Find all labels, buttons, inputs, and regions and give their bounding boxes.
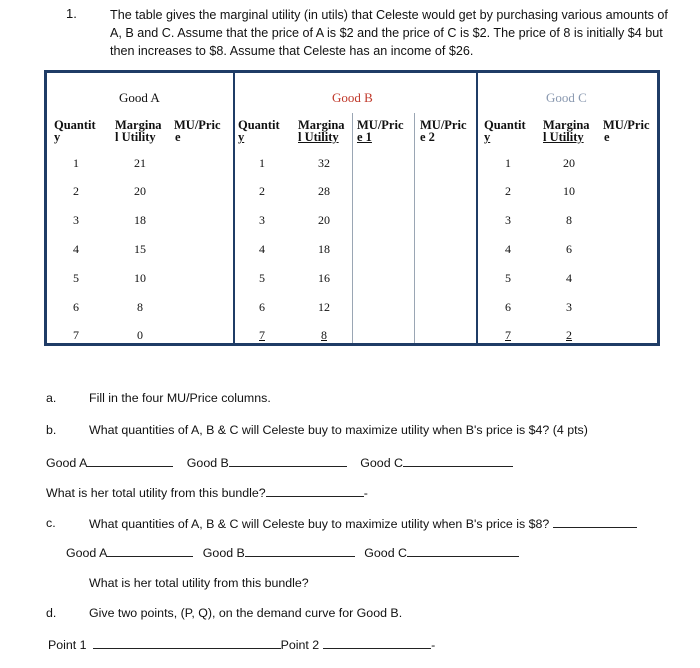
cell-qty-b: 1 bbox=[259, 156, 265, 170]
cell-qty-c: 1 bbox=[505, 156, 511, 170]
cell-mu-b: 16 bbox=[318, 271, 330, 285]
cell-mu-c: 3 bbox=[566, 300, 572, 314]
cell-qty-a: 1 bbox=[73, 156, 79, 170]
q-b-good-c-label: Good C bbox=[360, 456, 403, 470]
good-c-title: Good C bbox=[546, 90, 587, 105]
point-2-label: Point 2 bbox=[280, 638, 320, 652]
cell-mu-a: 20 bbox=[134, 184, 146, 198]
q-d-text: Give two points, (P, Q), on the demand curve for Good B. bbox=[89, 606, 403, 620]
q-c-text: What quantities of A, B & C will Celeste buy to maximize utility when B's price is $8? bbox=[89, 516, 637, 531]
intro-text bbox=[110, 6, 670, 60]
q-d-points: Point 1 Point 2 - bbox=[48, 638, 436, 652]
cell-mu-a: 8 bbox=[137, 300, 143, 314]
header-quantity-c: Quantit y bbox=[484, 118, 526, 144]
q-a-label: a. bbox=[46, 391, 57, 405]
q-b-good-a-label: Good A bbox=[46, 456, 88, 470]
cell-qty-c: 3 bbox=[505, 213, 511, 227]
q-b-good-b-label: Good B bbox=[186, 456, 229, 470]
cell-qty-c: 2 bbox=[505, 184, 511, 198]
header-mu-price-b1: MU/Pric e 1 bbox=[357, 118, 404, 144]
col-divider bbox=[352, 113, 353, 343]
q-b-total: What is her total utility from this bundle? - bbox=[46, 486, 368, 500]
cell-qty-c: 4 bbox=[505, 242, 511, 256]
q-b-total-blank[interactable] bbox=[266, 485, 364, 497]
cell-qty-c: 6 bbox=[505, 300, 511, 314]
q-c-good-b-blank[interactable] bbox=[245, 545, 355, 557]
cell-qty-b: 5 bbox=[259, 271, 265, 285]
point-1-label: Point 1 bbox=[48, 638, 87, 652]
header-marginal-utility-c: Margina l Utility bbox=[543, 118, 590, 144]
q-b-good-c-blank[interactable] bbox=[403, 455, 513, 467]
intro-line: The table gives the marginal utility (in utils) that Celeste would get by purchasing various amounts of bbox=[110, 8, 668, 22]
cell-mu-a: 10 bbox=[134, 271, 146, 285]
header-quantity-b: Quantit y bbox=[238, 118, 280, 144]
cell-mu-b: 32 bbox=[318, 156, 330, 170]
header-quantity-a: Quantit y bbox=[54, 118, 96, 144]
good-b-title: Good B bbox=[332, 90, 373, 105]
q-c-label: c. bbox=[46, 516, 56, 530]
q-b-good-b-blank[interactable] bbox=[229, 455, 347, 467]
q-c-answers bbox=[66, 545, 519, 560]
good-a-title: Good A bbox=[119, 90, 160, 105]
cell-mu-c: 8 bbox=[566, 213, 572, 227]
q-c-good-a-label: Good A bbox=[66, 546, 108, 560]
cell-mu-a: 21 bbox=[134, 156, 146, 170]
cell-mu-c: 20 bbox=[563, 156, 575, 170]
point-2-blank[interactable] bbox=[323, 637, 431, 649]
cell-qty-a: 7 bbox=[73, 328, 79, 342]
marginal-utility-table bbox=[44, 70, 660, 346]
cell-qty-a: 3 bbox=[73, 213, 79, 227]
q-c-total: What is her total utility from this bundle? bbox=[89, 576, 309, 590]
cell-mu-c: 6 bbox=[566, 242, 572, 256]
q-b-good-a-blank[interactable] bbox=[87, 455, 173, 467]
q-a-text: Fill in the four MU/Price columns. bbox=[89, 391, 271, 405]
good-b-c-divider bbox=[476, 73, 478, 343]
cell-mu-b: 18 bbox=[318, 242, 330, 256]
header-marginal-utility-a: Margina l Utility bbox=[115, 118, 162, 144]
q-c-good-c-label: Good C bbox=[364, 546, 407, 560]
cell-qty-b: 4 bbox=[259, 242, 265, 256]
cell-mu-b: 20 bbox=[318, 213, 330, 227]
header-mu-price-c: MU/Pric e bbox=[603, 118, 650, 144]
q-c-good-b-label: Good B bbox=[202, 546, 245, 560]
q-b-text: What quantities of A, B & C will Celeste buy to maximize utility when B's price is $4? (4 pts) bbox=[89, 423, 588, 437]
cell-qty-b: 3 bbox=[259, 213, 265, 227]
cell-qty-a: 6 bbox=[73, 300, 79, 314]
cell-mu-a: 18 bbox=[134, 213, 146, 227]
cell-mu-b: 8 bbox=[321, 328, 327, 342]
q-c-good-c-blank[interactable] bbox=[407, 545, 519, 557]
cell-qty-c: 7 bbox=[505, 328, 511, 342]
cell-qty-a: 4 bbox=[73, 242, 79, 256]
cell-qty-a: 5 bbox=[73, 271, 79, 285]
intro-line: A, B and C. Assume that the price of A is $2 and the price of C is $2. The price of 8 is initially $4 but bbox=[110, 26, 663, 40]
cell-qty-c: 5 bbox=[505, 271, 511, 285]
q-b-answers bbox=[46, 455, 513, 470]
header-marginal-utility-b: Margina l Utility bbox=[298, 118, 345, 144]
q-d-label: d. bbox=[46, 606, 57, 620]
header-mu-price-b2: MU/Pric e 2 bbox=[420, 118, 467, 144]
cell-qty-b: 2 bbox=[259, 184, 265, 198]
cell-mu-b: 12 bbox=[318, 300, 330, 314]
q-c-good-a-blank[interactable] bbox=[107, 545, 193, 557]
cell-mu-c: 2 bbox=[566, 328, 572, 342]
cell-mu-b: 28 bbox=[318, 184, 330, 198]
cell-qty-b: 6 bbox=[259, 300, 265, 314]
col-divider bbox=[414, 113, 415, 343]
cell-mu-a: 0 bbox=[137, 328, 143, 342]
q-c-blank[interactable] bbox=[553, 516, 637, 528]
cell-qty-a: 2 bbox=[73, 184, 79, 198]
q-b-label: b. bbox=[46, 423, 57, 437]
cell-mu-a: 15 bbox=[134, 242, 146, 256]
cell-mu-c: 10 bbox=[563, 184, 575, 198]
intro-line: then increases to $8. Assume that Celeste has an income of $26. bbox=[110, 44, 474, 58]
header-mu-price-a: MU/Pric e bbox=[174, 118, 221, 144]
cell-qty-b: 7 bbox=[259, 328, 265, 342]
cell-mu-c: 4 bbox=[566, 271, 572, 285]
good-a-b-divider bbox=[233, 73, 235, 343]
question-number: 1. bbox=[66, 6, 77, 21]
point-1-blank[interactable] bbox=[93, 637, 281, 649]
